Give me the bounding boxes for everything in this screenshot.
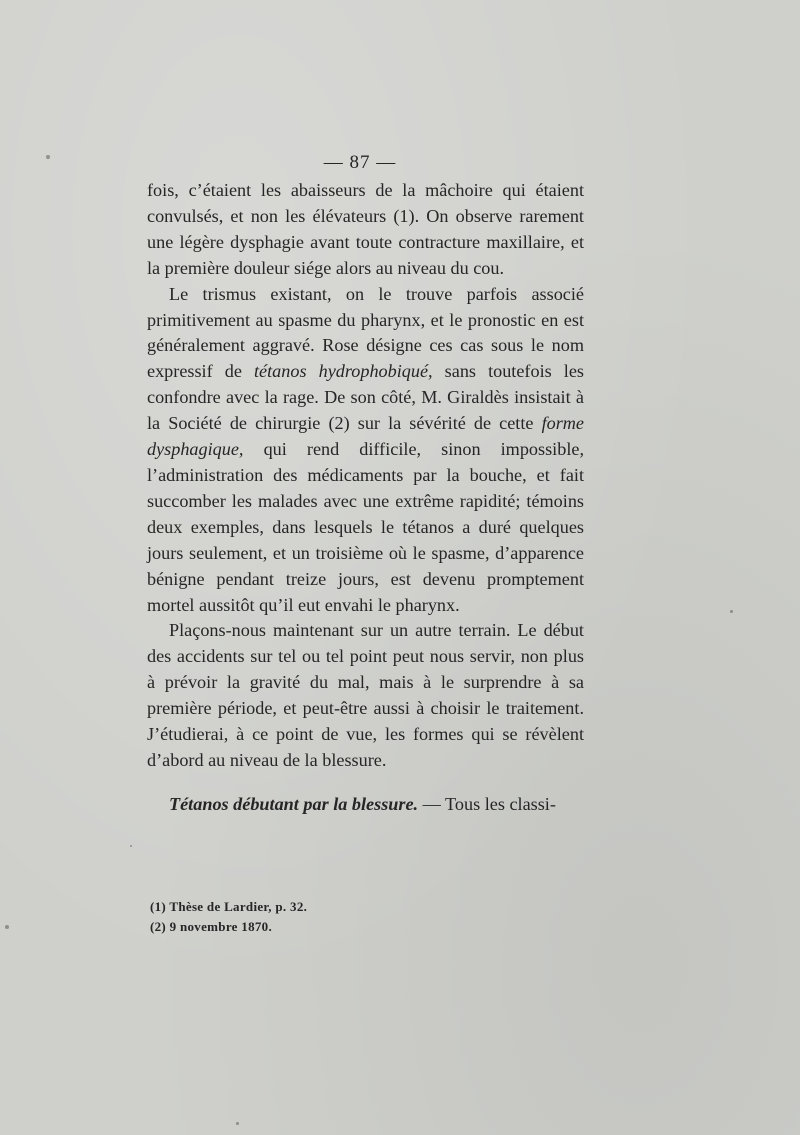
- footnote-1: (1) Thèse de Lardier, p. 32.: [150, 899, 308, 914]
- paper-speck: [730, 610, 733, 613]
- section-heading: Tétanos débutant par la blessure.: [169, 793, 419, 814]
- text-run: qui rend difficile, sinon impossible, l’administration des médicaments par la bouche, et fait succomber les malades avec une extrême rapidité; témoins deux exemples, dans lesquels le tétanos a duré quelques jours seulement, et un troisième où le spasme, d’apparence bénigne pendant treize jours, est devenu promptement mortel aussitôt qu’il eut envahi le pharynx.: [147, 439, 584, 615]
- text-run: Plaçons-nous maintenant sur un autre terrain. Le début des accidents sur tel ou tel point peut nous servir, non plus à prévoir la gravité du mal, mais à le surprendre à sa première période, et peut-être aussi à choisir le traitement. J’étudierai, à ce point de vue, les formes qui se révèlent d’abord au niveau de la blessure.: [147, 620, 584, 770]
- paper-speck: [130, 845, 132, 847]
- text-run: sans toutefois les confondre avec la rage. De son côté, M. Giraldès insistait à la Société de chirurgie (2) sur la sévérité de cette: [147, 361, 584, 434]
- text-run: fois, c’étaient les abaisseurs de la mâchoire qui étaient convulsés, et non les élévateurs (1). On observe rarement une légère dysphagie avant toute contracture maxillaire, et la première douleur siége alors au niveau du cou.: [147, 180, 584, 278]
- paragraph-3: [147, 618, 584, 773]
- italic-phrase: forme dysphagique,: [147, 413, 584, 460]
- body-text: [147, 178, 584, 818]
- page-number: — 87 —: [323, 152, 397, 173]
- text-run: Le trismus existant, on le trouve parfois associé primitivement au spasme du pharynx, et le pronostic en est généralement aggravé. Rose désigne ces cas sous le nom expressif de: [147, 283, 584, 382]
- italic-phrase: tétanos hydrophobiqué,: [253, 361, 433, 382]
- footnote-2: (2) 9 novembre 1870.: [150, 919, 273, 934]
- paper-speck: [46, 155, 50, 159]
- paragraph-2: [147, 282, 584, 619]
- paragraph-4-section-start: [147, 792, 584, 818]
- paragraph-1: [147, 178, 584, 282]
- paper-speck: [5, 925, 9, 929]
- text-run: — Tous les classi-: [418, 793, 556, 814]
- paper-speck: [236, 1122, 239, 1125]
- footnotes: [150, 897, 307, 937]
